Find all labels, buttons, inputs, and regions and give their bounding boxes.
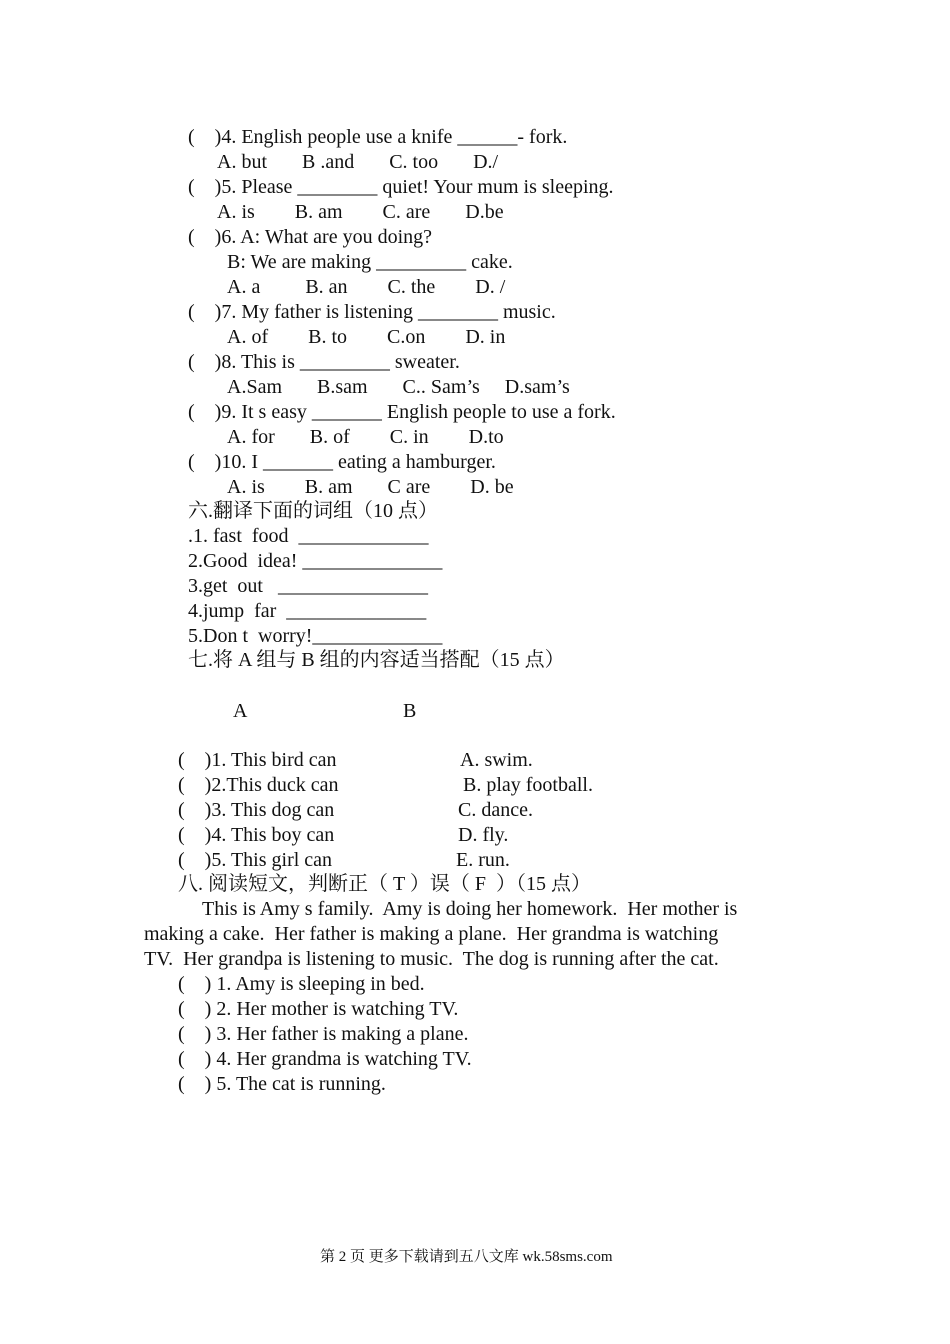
judge-item-5: ( ) 5. The cat is running. [178, 1073, 386, 1095]
question-6-extra: B: We are making _________ cake. [227, 251, 513, 273]
match-left-5: ( )5. This girl can [178, 849, 333, 871]
translate-item-3: 3.get out _______________ [188, 575, 428, 597]
question-10-options: A. is B. am C are D. be [227, 476, 514, 498]
column-b-header: B [403, 700, 417, 722]
match-right-3: C. dance. [458, 799, 533, 821]
judge-item-1: ( ) 1. Amy is sleeping in bed. [178, 973, 425, 995]
section-7-title: 七.将 A 组与 B 组的内容适当搭配（15 点） [188, 649, 565, 671]
section-8-title: 八. 阅读短文，判断正（ T ）误（ F ）（15 点） [178, 873, 591, 895]
question-10-stem: ( )10. I _______ eating a hamburger. [188, 451, 496, 473]
match-right-4: D. fly. [458, 824, 509, 846]
match-right-2: B. play football. [463, 774, 593, 796]
question-9-stem: ( )9. It s easy _______ English people to use a fork. [188, 401, 616, 423]
match-right-1: A. swim. [460, 749, 533, 771]
match-left-3: ( )3. This dog can [178, 799, 335, 821]
question-5-options: A. is B. am C. are D.be [217, 201, 504, 223]
column-a-header: A [233, 700, 248, 722]
question-8-options: A.Sam B.sam C.. Sam’s D.sam’s [227, 376, 570, 398]
question-7-stem: ( )7. My father is listening ________ music. [188, 301, 556, 323]
question-4-stem: ( )4. English people use a knife ______- fork. [188, 126, 568, 148]
translate-item-5: 5.Don t worry!_____________ [188, 625, 443, 647]
translate-item-4: 4.jump far ______________ [188, 600, 427, 622]
question-6-stem: ( )6. A: What are you doing? [188, 226, 433, 248]
translate-item-2: 2.Good idea! ______________ [188, 550, 443, 572]
match-left-2: ( )2.This duck can [178, 774, 339, 796]
section-6-title: 六.翻译下面的词组（10 点） [188, 500, 438, 522]
question-6-options: A. a B. an C. the D. / [227, 276, 506, 298]
passage-line-3: TV. Her grandpa is listening to music. The dog is running after the cat. [144, 948, 719, 970]
match-left-4: ( )4. This boy can [178, 824, 335, 846]
match-left-1: ( )1. This bird can [178, 749, 337, 771]
question-8-stem: ( )8. This is _________ sweater. [188, 351, 460, 373]
passage-line-1: This is Amy s family. Amy is doing her homework. Her mother is [202, 898, 738, 920]
question-7-options: A. of B. to C.on D. in [227, 326, 506, 348]
question-4-options: A. but B .and C. too D./ [217, 151, 499, 173]
judge-item-4: ( ) 4. Her grandma is watching TV. [178, 1048, 472, 1070]
passage-line-2: making a cake. Her father is making a plane. Her grandma is watching [144, 923, 719, 945]
judge-item-3: ( ) 3. Her father is making a plane. [178, 1023, 469, 1045]
translate-item-1: .1. fast food _____________ [188, 525, 429, 547]
question-5-stem: ( )5. Please ________ quiet! Your mum is sleeping. [188, 176, 614, 198]
page-footer: 第 2 页 更多下载请到五八文库 wk.58sms.com [320, 1249, 613, 1265]
match-right-5: E. run. [456, 849, 510, 871]
question-9-options: A. for B. of C. in D.to [227, 426, 504, 448]
judge-item-2: ( ) 2. Her mother is watching TV. [178, 998, 459, 1020]
